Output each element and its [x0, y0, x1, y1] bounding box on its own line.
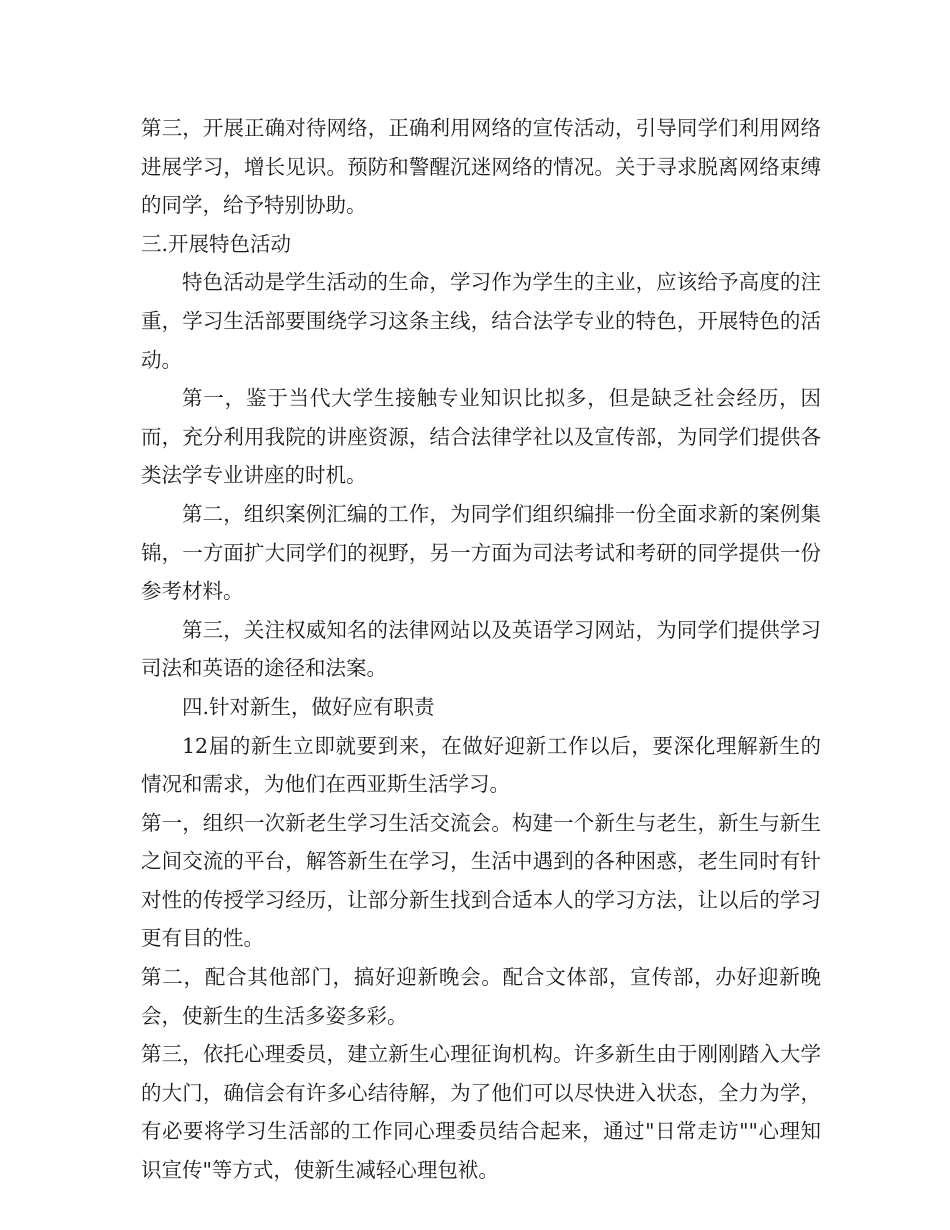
paragraph-psychological-counseling: 第三，依托心理委员，建立新生心理征询机构。许多新生由于刚刚踏入大学的大门，确信会有许多心结待解，为了他们可以尽快进入状态，全力为学，有必要将学习生活部的工作同心理委员结合起来，通过"日常走访""心理知识宣传"等方式，使新生减轻心理包袱。 [141, 1042, 821, 1183]
paragraph-freshmen-intro: 12届的新生立即就要到来，在做好迎新工作以后，要深化理解新生的情况和需求，为他们在西亚斯生活学习。 [141, 733, 821, 797]
paragraph-websites: 第三，关注权威知名的法律网站以及英语学习网站，为同学们提供学习司法和英语的途径和法案。 [141, 617, 821, 681]
paragraph-special-activities-intro: 特色活动是学生活动的生命，学习作为学生的主业，应该给予高度的注重，学习生活部要围绕学习这条主线，结合法学专业的特色，开展特色的活动。 [141, 270, 821, 372]
paragraph-exchange-meeting: 第一，组织一次新老生学习生活交流会。构建一个新生与老生，新生与新生之间交流的平台，解答新生在学习，生活中遇到的各种困惑，老生同时有针对性的传授学习经历，让部分新生找到合适本人的学习方法，让以后的学习更有目的性。 [141, 810, 821, 951]
heading-freshmen: 四.针对新生，做好应有职责 [182, 694, 435, 719]
document-body [141, 109, 821, 1190]
paragraph-lectures: 第一，鉴于当代大学生接触专业知识比拟多，但是缺乏社会经历，因而，充分利用我院的讲座资源，结合法律学社以及宣传部，为同学们提供各类法学专业讲座的时机。 [141, 386, 821, 488]
heading-special-activities: 三.开展特色活动 [141, 231, 292, 256]
paragraph-welcome-party: 第二，配合其他部门，搞好迎新晚会。配合文体部，宣传部，办好迎新晚会，使新生的生活多姿多彩。 [141, 965, 821, 1028]
paragraph-network-propaganda: 第三，开展正确对待网络，正确利用网络的宣传活动，引导同学们利用网络进展学习，增长见识。预防和警醒沉迷网络的情况。关于寻求脱离网络束缚的同学，给予特别协助。 [141, 116, 821, 218]
paragraph-case-compilation: 第二，组织案例汇编的工作，为同学们组织编排一份全面求新的案例集锦，一方面扩大同学们的视野，另一方面为司法考试和考研的同学提供一份参考材料。 [141, 501, 821, 604]
